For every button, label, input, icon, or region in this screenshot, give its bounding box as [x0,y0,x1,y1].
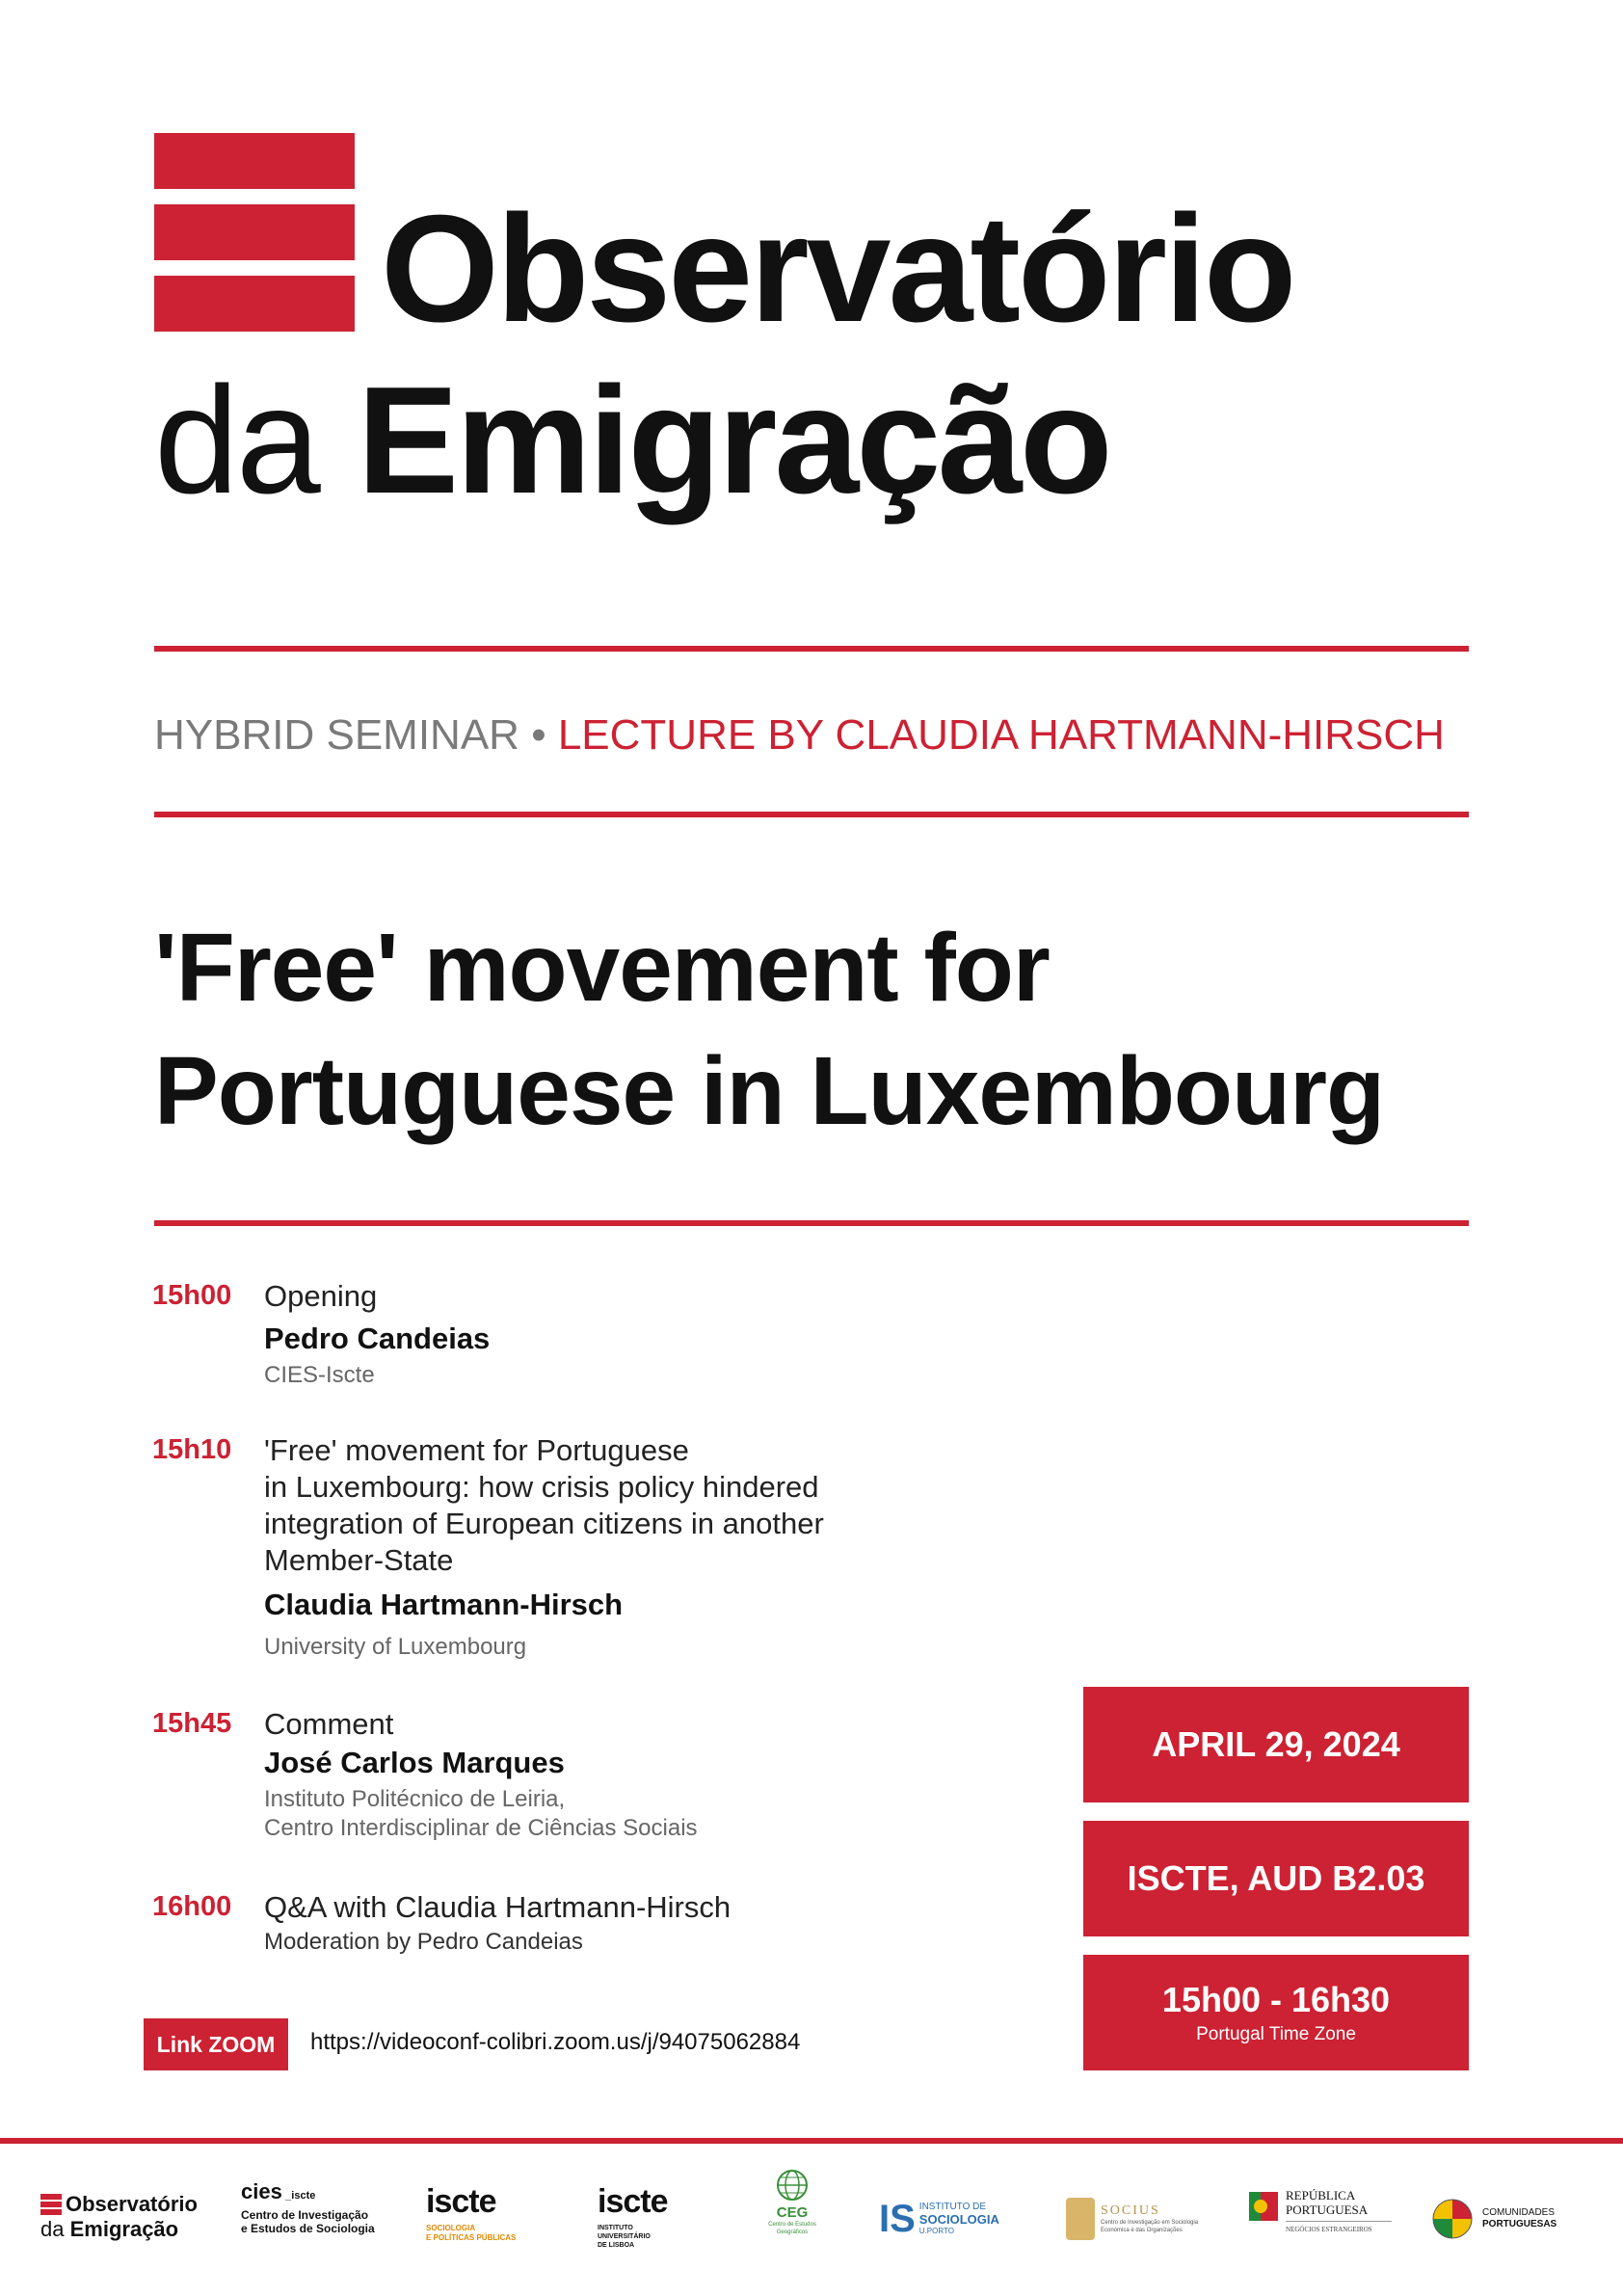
logo-socius [1066,2180,1211,2257]
page-title [154,906,1384,1153]
logo-bar-3 [154,276,355,332]
divider-2 [154,812,1469,817]
logo-iscte-iul [598,2180,723,2257]
cies-name: cies [241,2179,282,2203]
agenda-topic: Member-State [264,1543,454,1577]
agenda-topic: Opening [264,1279,378,1313]
agenda-affiliation: CIES-Iscte [264,1362,375,1388]
event-date: APRIL 29, 2024 [1152,1724,1400,1764]
divider-3 [154,1220,1469,1226]
agenda-time: 15h10 [152,1434,232,1465]
agenda-speaker: Claudia Hartmann-Hirsch [264,1588,624,1621]
republica-line1: REPÚBLICA [1286,2188,1356,2203]
ceg-line1: Centro de Estudos [768,2222,816,2228]
socius-line2: Económica e das Organizações [1101,2228,1183,2233]
agenda-time: 15h45 [152,1708,232,1739]
separator-dot: • [531,711,546,759]
logo-da: da [154,356,318,525]
agenda-topic: in Luxembourg: how crisis policy hindered [264,1470,819,1504]
logo-ceg [768,2175,816,2252]
date-box [1083,1687,1469,1802]
is-line1: INSTITUTO DE [918,2202,987,2212]
republica-line2: PORTUGUESA [1286,2203,1369,2217]
footer-obs-da: da [40,2217,65,2241]
iscte-iul-line1: INSTITUTO [598,2225,633,2231]
event-hours: 15h00 - 16h30 [1161,1980,1391,2019]
logo-title-line1: Observatório [381,184,1294,354]
zoom-url-link[interactable]: https://videoconf-colibri.zoom.us/j/94075062884 [310,2029,801,2055]
logo-is-sociologia [879,2180,1014,2257]
ceg-globe-icon [776,2169,809,2202]
agenda-topic: 'Free' movement for Portuguese [264,1433,689,1467]
iscte-sp-line1: SOCIOLOGIA [426,2224,476,2232]
agenda-topic: Comment [264,1707,394,1741]
cies-line2: e Estudos de Sociologia [241,2222,375,2235]
footer-divider [0,2138,1623,2144]
logo-iscte-sociologia [426,2180,551,2257]
comunidades-line2: PORTUGUESAS [1482,2219,1557,2229]
republica-emblem-icon [1247,2188,1280,2227]
event-venue: ISCTE, AUD B2.03 [1127,1858,1425,1898]
footer-obs-line2 [40,2217,178,2242]
subheading [154,711,1445,760]
agenda-speaker: Pedro Candeias [264,1322,491,1355]
logo-emigracao: Emigração [357,356,1110,525]
is-name: IS [879,2198,916,2240]
zoom-link-button[interactable]: Link ZOOM [144,2018,288,2070]
iscte-sp-name: iscte [426,2183,496,2220]
logo-bar-1 [154,133,355,189]
republica-line3: NEGÓCIOS ESTRANGEIROS [1286,2226,1372,2233]
agenda-affiliation: University of Luxembourg [264,1634,527,1660]
footer-obs-line1: Observatório [66,2192,198,2216]
socius-line1: Centro de Investigação em Sociologia [1101,2220,1199,2226]
agenda-topic: integration of European citizens in another [264,1507,824,1540]
agenda-topic: Q&A with Claudia Hartmann-Hirsch [264,1890,732,1924]
logo-comunidades-portuguesas [1430,2180,1584,2257]
agenda-speaker: José Carlos Marques [264,1746,565,1779]
ceg-name: CEG [776,2204,809,2221]
socius-mark-icon [1066,2198,1095,2240]
agenda-moderation: Moderation by Pedro Candeias [264,1929,583,1955]
iscte-iul-line3: DE LISBOA [598,2242,635,2249]
event-timezone: Portugal Time Zone [1196,2024,1356,2044]
footer-obs-emigracao: Emigração [69,2217,179,2241]
divider-1 [154,646,1469,652]
agenda-time: 15h00 [152,1280,232,1311]
iscte-iul-line2: UNIVERSITÁRIO [598,2233,651,2240]
iscte-sp-line2: E POLÍTICAS PÚBLICAS [426,2233,517,2242]
cies-line1: Centro de Investigação [241,2208,369,2222]
socius-name: SOCIUS [1101,2203,1160,2218]
logo-bar-2 [154,204,355,260]
venue-box [1083,1821,1469,1936]
agenda-affiliation: Centro Interdisciplinar de Ciências Sociais [264,1815,698,1841]
time-box [1083,1955,1469,2070]
title-line-1: 'Free' movement for [154,914,1050,1022]
title-line-2: Portuguese in Luxembourg [154,1037,1385,1145]
lecture-line: LECTURE BY CLAUDIA HARTMANN-HIRSCH [557,711,1445,759]
iscte-iul-name: iscte [598,2183,668,2220]
agenda-time: 16h00 [152,1891,232,1922]
logo-observatorio-small [40,2180,243,2257]
comunidades-globe-icon [1430,2197,1475,2241]
is-line3: U.PORTO [918,2227,954,2235]
seminar-type: HYBRID SEMINAR [154,711,519,759]
agenda-affiliation: Instituto Politécnico de Leiria, [264,1786,566,1812]
logo-cies [241,2180,376,2257]
logo-republica-portuguesa [1247,2180,1401,2257]
comunidades-line1: COMUNIDADES [1482,2207,1556,2218]
logo-title-line2 [154,356,1110,525]
is-line2: SOCIOLOGIA [918,2212,999,2227]
cies-sub: _iscte [285,2190,316,2202]
ceg-line2: Geográficos [776,2229,809,2235]
